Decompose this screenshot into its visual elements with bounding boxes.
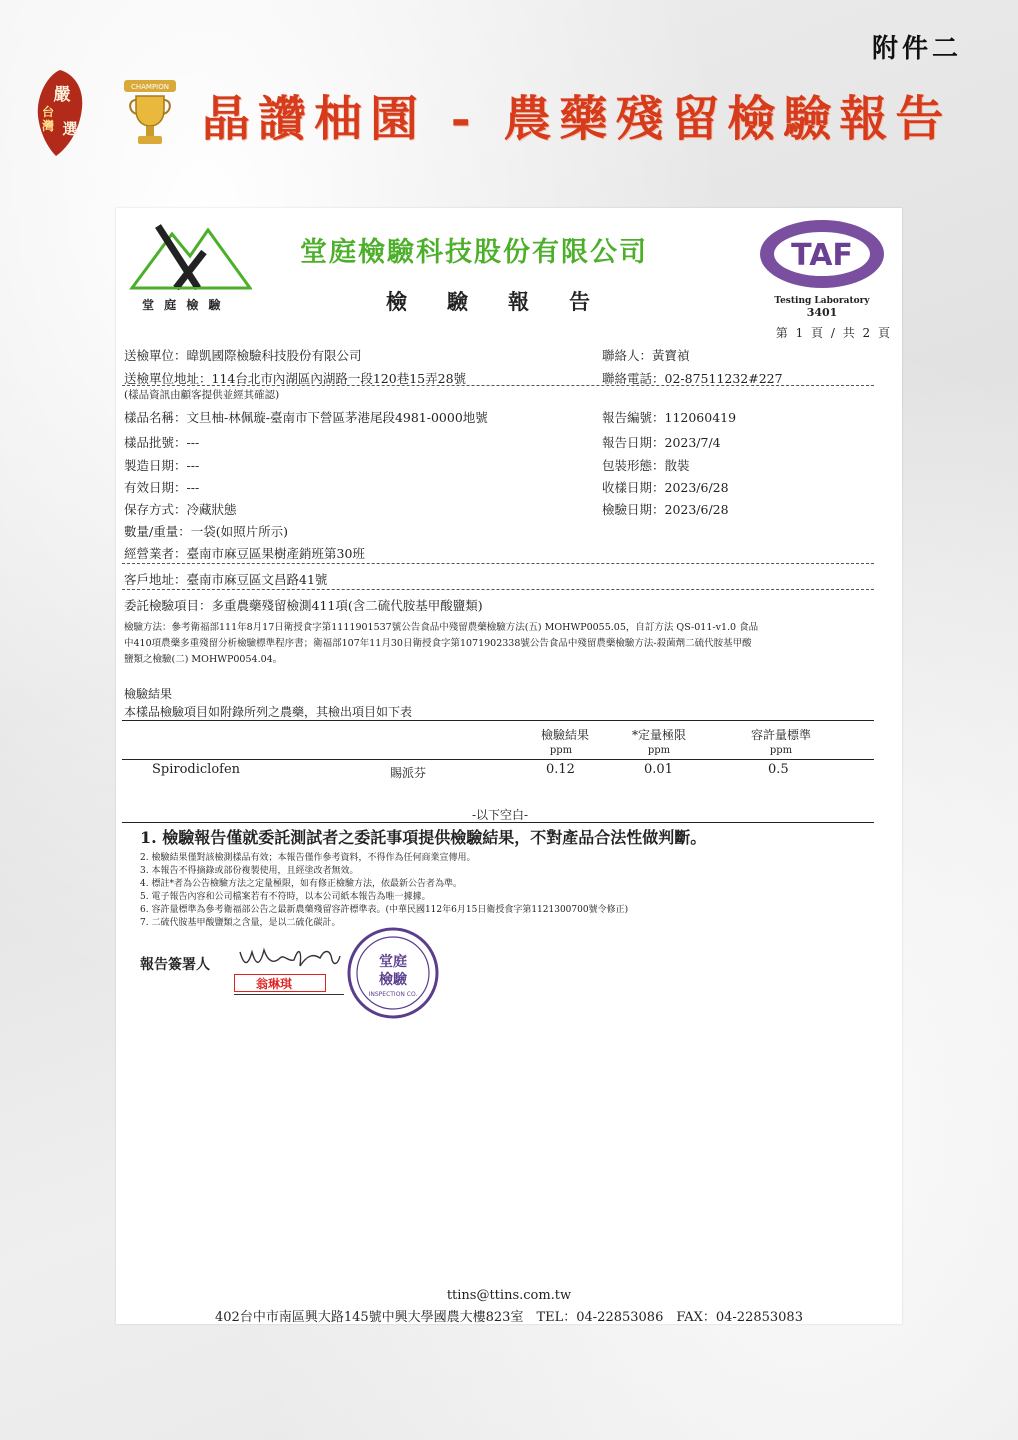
storage: 保存方式：冷藏狀態 (124, 502, 237, 517)
manufacture-date: 製造日期：--- (124, 458, 200, 473)
company-logo-text: 堂 庭 檢 驗 (142, 298, 224, 312)
quantity: 數量/重量：一袋(如照片所示) (124, 524, 288, 539)
result-value: 0.12 (546, 762, 575, 777)
result-description: 本樣品檢驗項目如附錄所列之農藥，其檢出項目如下表 (124, 705, 413, 719)
report-number: 報告編號：112060419 (602, 410, 737, 425)
footer-email: ttins@ttins.com.tw (446, 1288, 572, 1303)
inspection-report-sheet (116, 208, 902, 1324)
blank-mark: -以下空白- (472, 808, 529, 822)
report-date: 報告日期：2023/7/4 (602, 435, 721, 450)
phone: 聯絡電話：02-87511232#227 (602, 371, 783, 386)
page-title: 晶讚柚園 - 農藥殘留檢驗報告 (202, 91, 952, 147)
svg-text:嚴: 嚴 (53, 85, 71, 105)
company-name: 堂庭檢驗科技股份有限公司 (300, 237, 648, 268)
divider (122, 589, 874, 590)
svg-text:CHAMPION: CHAMPION (130, 83, 170, 91)
col-header-mrl: 容許量標準 (750, 728, 811, 742)
svg-text:檢驗: 檢驗 (379, 972, 407, 988)
note-4: 4. 標註*者為公告檢驗方法之定量極限，如有修正檢驗方法，依最新公告者為準。 (140, 879, 462, 889)
col-unit: ppm (549, 745, 573, 756)
taf-mark: TAF (791, 238, 853, 273)
test-item: 委託檢驗項目：多重農藥殘留檢測411項(含二硫代胺基甲酸鹽類) (124, 598, 483, 613)
champion-trophy-icon (122, 78, 178, 152)
divider (122, 563, 874, 564)
packaging: 包裝形態：散裝 (602, 458, 690, 473)
note-5: 5. 電子報告內容和公司檔案若有不符時，以本公司紙本報告為唯一據據。 (140, 892, 431, 902)
taf-accreditation-icon (756, 216, 888, 320)
method-line-3: 鹽類之檢驗(二) MOHWP0054.04。 (124, 654, 283, 665)
report-title: 檢驗報告 (386, 289, 630, 314)
table-header-rule (122, 759, 874, 760)
sample-name: 樣品名稱：文旦柚-林佩璇-臺南市下營區茅港尾段4981-0000地號 (124, 410, 488, 425)
contact: 聯絡人：黃寶禎 (602, 348, 690, 363)
signer-name: 翁琳琪 (256, 977, 293, 991)
svg-text:堂庭: 堂庭 (379, 954, 407, 970)
note-2: 2. 檢驗結果僅對該檢測樣品有效；本報告僅作參考資料，不得作為任何商業宣傳用。 (140, 853, 476, 863)
col-header-result: 檢驗結果 (540, 728, 589, 742)
mrl-value: 0.5 (768, 762, 789, 777)
divider (122, 385, 874, 386)
table-top-rule (122, 720, 874, 721)
sample-note: (樣品資訊由顧客提供並經其確認) (124, 389, 280, 401)
expiry-date: 有效日期：--- (124, 480, 200, 495)
test-date: 檢驗日期：2023/6/28 (602, 502, 729, 517)
sender: 送檢單位：暐凱國際檢驗科技股份有限公司 (124, 348, 362, 363)
sender-address: 送檢單位地址：114台北市內湖區內湖路一段120巷15弄28號 (124, 371, 467, 386)
page-number: 第 1 頁 / 共 2 頁 (775, 326, 890, 340)
signer-label: 報告簽署人 (140, 957, 210, 973)
loq-value: 0.01 (644, 762, 673, 777)
svg-text:選: 選 (62, 120, 78, 138)
footer-address: 402台中市南區興大路145號中興大學國農大樓823室 TEL：04-22853086 FAX：04-22853083 (215, 1310, 803, 1325)
note-7: 7. 二硫代胺基甲酸鹽類之含量，是以二硫化碳計。 (140, 918, 341, 928)
pesticide-name-en: Spirodiclofen (152, 762, 241, 777)
signature-line (234, 994, 344, 995)
received-date: 收樣日期：2023/6/28 (602, 480, 729, 495)
notes-top-rule (122, 822, 874, 823)
batch-number: 樣品批號：--- (124, 435, 200, 450)
pesticide-name-zh: 賜派芬 (390, 766, 427, 780)
taf-number: 3401 (806, 306, 838, 319)
method-line-1: 檢驗方法：參考衛福部111年8月17日衛授食字第1111901537號公告食品中殘留農藥檢驗方法(五) MOHWP0055.05，自訂方法 QS-011-v1.0 食品 (124, 622, 759, 633)
operator: 經營業者：臺南市麻豆區果樹產銷班第30班 (124, 546, 365, 561)
svg-text:台: 台 (41, 105, 55, 119)
svg-text:灣: 灣 (41, 119, 55, 133)
attachment-label: 附件二 (871, 34, 962, 64)
page-header (26, 66, 976, 166)
col-unit: ppm (769, 745, 793, 756)
note-6: 6. 容許量標準為參考衛福部公告之最新農藥殘留容許標準表。(中華民國112年6月15日衛授食字第1121300700號令修正) (140, 905, 629, 915)
handwritten-signature (236, 940, 342, 976)
customer-address: 客戶地址：臺南市麻豆區文昌路41號 (124, 572, 328, 587)
svg-text:INSPECTION CO.: INSPECTION CO. (368, 991, 418, 998)
result-title: 檢驗結果 (124, 687, 173, 701)
method-line-2: 中410項農藥多重殘留分析檢驗標準程序書；衛福部107年11月30日衛授食字第1071902338號公告食品中殘留農藥檢驗方法-殺菌劑二硫代胺基甲酸 (124, 638, 752, 649)
taiwan-select-badge-icon (30, 68, 94, 158)
col-unit: ppm (647, 745, 671, 756)
company-seal-icon (346, 926, 440, 1020)
note-3: 3. 本報告不得摘錄或部份複製使用，且經塗改者無效。 (140, 866, 359, 876)
col-header-loq: *定量極限 (631, 728, 686, 742)
note-1: 1. 檢驗報告僅就委託測試者之委託事項提供檢驗結果，不對產品合法性做判斷。 (140, 828, 707, 847)
taf-lab: Testing Laboratory (774, 296, 870, 306)
